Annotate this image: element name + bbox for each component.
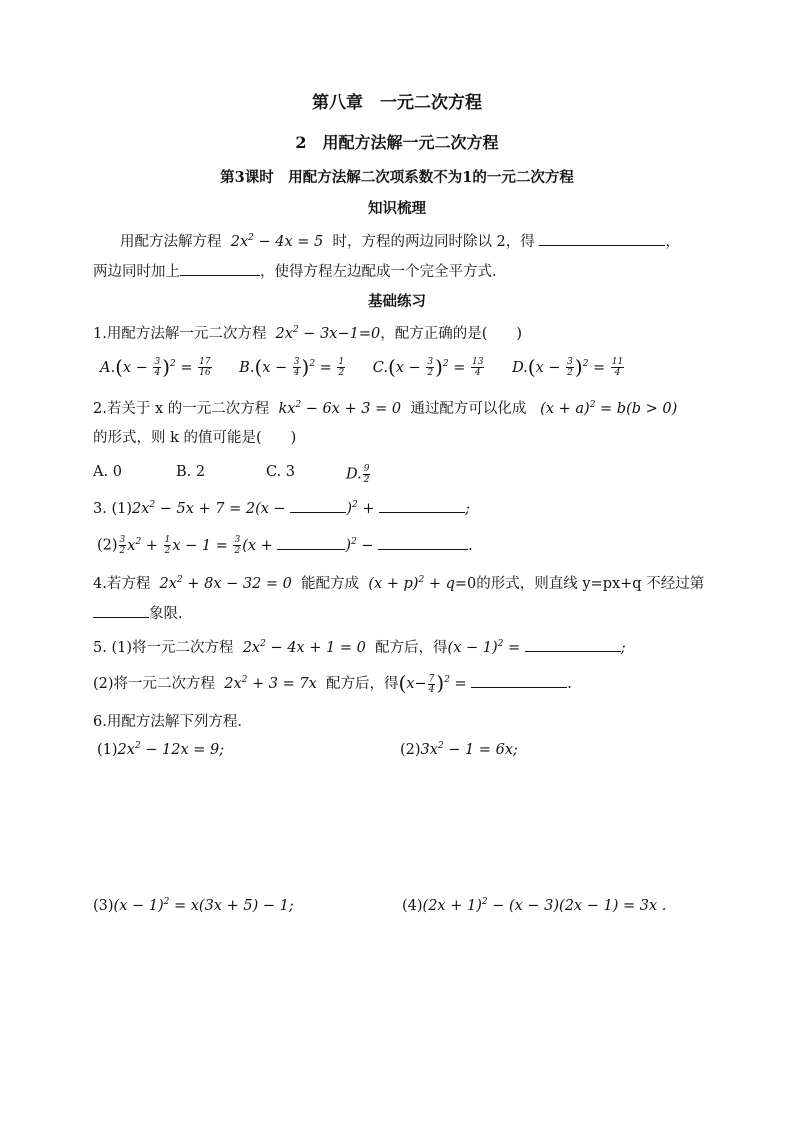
knowledge-line-2: [93, 260, 497, 281]
knowledge-text: ，使得方程左边配成一个完全平方式.: [260, 264, 497, 280]
part-label: (1): [97, 742, 118, 758]
math-expr: (x− $\frac{7}{4}$ )$^2$ = .: [398, 671, 572, 695]
question-6-item-4: [402, 898, 666, 914]
math-expr: $(x - 1)^2$ = ;: [447, 639, 626, 656]
question-text: 1.用配方法解一元二次方程: [93, 326, 267, 342]
math-expr: $\frac{3}{2}$ $x^2$ + $\frac{1}{2}$ x − 1 = $\frac{3}{2}$ $(x + )^2$ − .: [119, 535, 473, 556]
math-expr: $2x^2 + 3 = 7x$: [219, 675, 322, 692]
question-text: 通过配方可以化成: [410, 401, 527, 417]
lesson-title: 第3课时 用配方法解二次项系数不为1的一元二次方程: [220, 169, 574, 186]
question-1-options: [100, 354, 625, 379]
math-expr: $2x^2 - 12x = 9$;: [117, 741, 225, 758]
knowledge-heading: 知识梳理: [368, 200, 426, 217]
question-2-line-2: 的形式，则 k 的值可能是( ): [93, 430, 297, 446]
option-a[interactable]: A.(x − $\frac{3}{4}$ )$^2$ = $\frac{17}{16}$: [100, 354, 211, 379]
knowledge-text: 用配方法解方程: [120, 234, 222, 250]
question-5-part-2: [93, 672, 572, 695]
question-4-line-2: [93, 602, 183, 623]
answer-blank[interactable]: [277, 537, 345, 550]
practice-heading: 基础练习: [368, 293, 426, 310]
question-6-stem: 6.用配方法解下列方程.: [93, 714, 242, 730]
math-expr: $(x + a)^2 = b(b > 0)$: [530, 400, 678, 417]
answer-blank[interactable]: [290, 500, 346, 513]
part-label: (2): [400, 742, 421, 758]
math-expr: $2x^2 - 3x-1=0$: [270, 325, 381, 342]
option-d[interactable]: D.(x − $\frac{3}{2}$ )$^2$ = $\frac{11}{4}$: [512, 354, 624, 379]
question-text: 配方后，得: [375, 640, 448, 656]
math-expr: $2x^2 - 5x + 7 = 2(x - )^2$ + ;: [132, 500, 470, 517]
answer-blank[interactable]: [539, 233, 665, 246]
question-text: 2.若关于 x 的一元二次方程: [93, 401, 270, 417]
question-number: 3.: [93, 501, 107, 517]
question-text: ，配方正确的是( ): [380, 326, 523, 342]
option-c[interactable]: C.(x − $\frac{3}{2}$ )$^2$ = $\frac{13}{4}$: [372, 354, 484, 379]
answer-blank[interactable]: [93, 605, 149, 618]
question-6-item-1: [97, 742, 224, 758]
knowledge-text: ，: [665, 234, 680, 250]
question-text: 4.若方程: [93, 576, 151, 592]
question-2-stem: [93, 397, 677, 418]
question-text: 能配方成: [301, 576, 360, 592]
option-c[interactable]: C. 3: [266, 464, 296, 480]
option-b[interactable]: B.(x − $\frac{3}{4}$ )$^2$ = $\frac{1}{2}$: [239, 354, 345, 379]
math-expr: $(x - 1)^2 = x(3x + 5) - 1$;: [113, 897, 294, 914]
option-a[interactable]: A. 0: [93, 464, 122, 480]
section-title: 2 用配方法解一元二次方程: [295, 133, 499, 152]
math-expr: $3x^2 - 1 = 6x$;: [420, 741, 518, 758]
question-6-item-3: [93, 898, 294, 914]
answer-blank[interactable]: [378, 537, 468, 550]
part-label: (4): [402, 898, 423, 914]
question-text: 象限.: [149, 606, 183, 622]
answer-blank[interactable]: [379, 500, 465, 513]
math-expr: $2x^2 - 4x = 5$: [226, 233, 328, 250]
question-2-options: [93, 464, 370, 485]
math-expr: $(2x + 1)^2 - (x - 3)(2x - 1) = 3x$ .: [422, 897, 667, 914]
question-text: 配方后，得: [326, 676, 399, 692]
question-6-item-2: [400, 742, 518, 758]
question-5-part-1: [93, 636, 626, 657]
question-1-stem: [93, 322, 522, 343]
math-expr: $2x^2 - 4x + 1 = 0$: [238, 639, 371, 656]
question-3-part-2: [97, 535, 473, 556]
chapter-title: 第八章 一元二次方程: [312, 93, 482, 113]
answer-blank[interactable]: [525, 639, 621, 652]
math-expr: $kx^2 - 6x + 3 = 0$: [273, 400, 406, 417]
option-b[interactable]: B. 2: [176, 464, 206, 480]
question-text: =0的形式，则直线 y=px+q 不经过第: [454, 576, 705, 592]
knowledge-line-1: [120, 230, 680, 251]
question-3-part-1: [93, 500, 470, 517]
question-4-stem: [93, 572, 704, 593]
part-label: (3): [93, 898, 114, 914]
math-expr: $(x + p)^2 + q$: [363, 575, 455, 592]
knowledge-text: 两边同时加上: [93, 264, 180, 280]
question-text: (2)将一元二次方程: [93, 676, 216, 692]
math-expr: $2x^2 + 8x - 32 = 0$: [154, 575, 297, 592]
part-label: (2): [97, 537, 118, 554]
option-d[interactable]: D. $\frac{9}{2}$: [346, 464, 370, 485]
answer-blank[interactable]: [180, 263, 260, 276]
answer-blank[interactable]: [471, 675, 567, 688]
knowledge-text: 时，方程的两边同时除以 2，得: [332, 234, 535, 250]
question-text: 5. (1)将一元二次方程: [93, 640, 234, 656]
part-label: (1): [111, 501, 132, 517]
